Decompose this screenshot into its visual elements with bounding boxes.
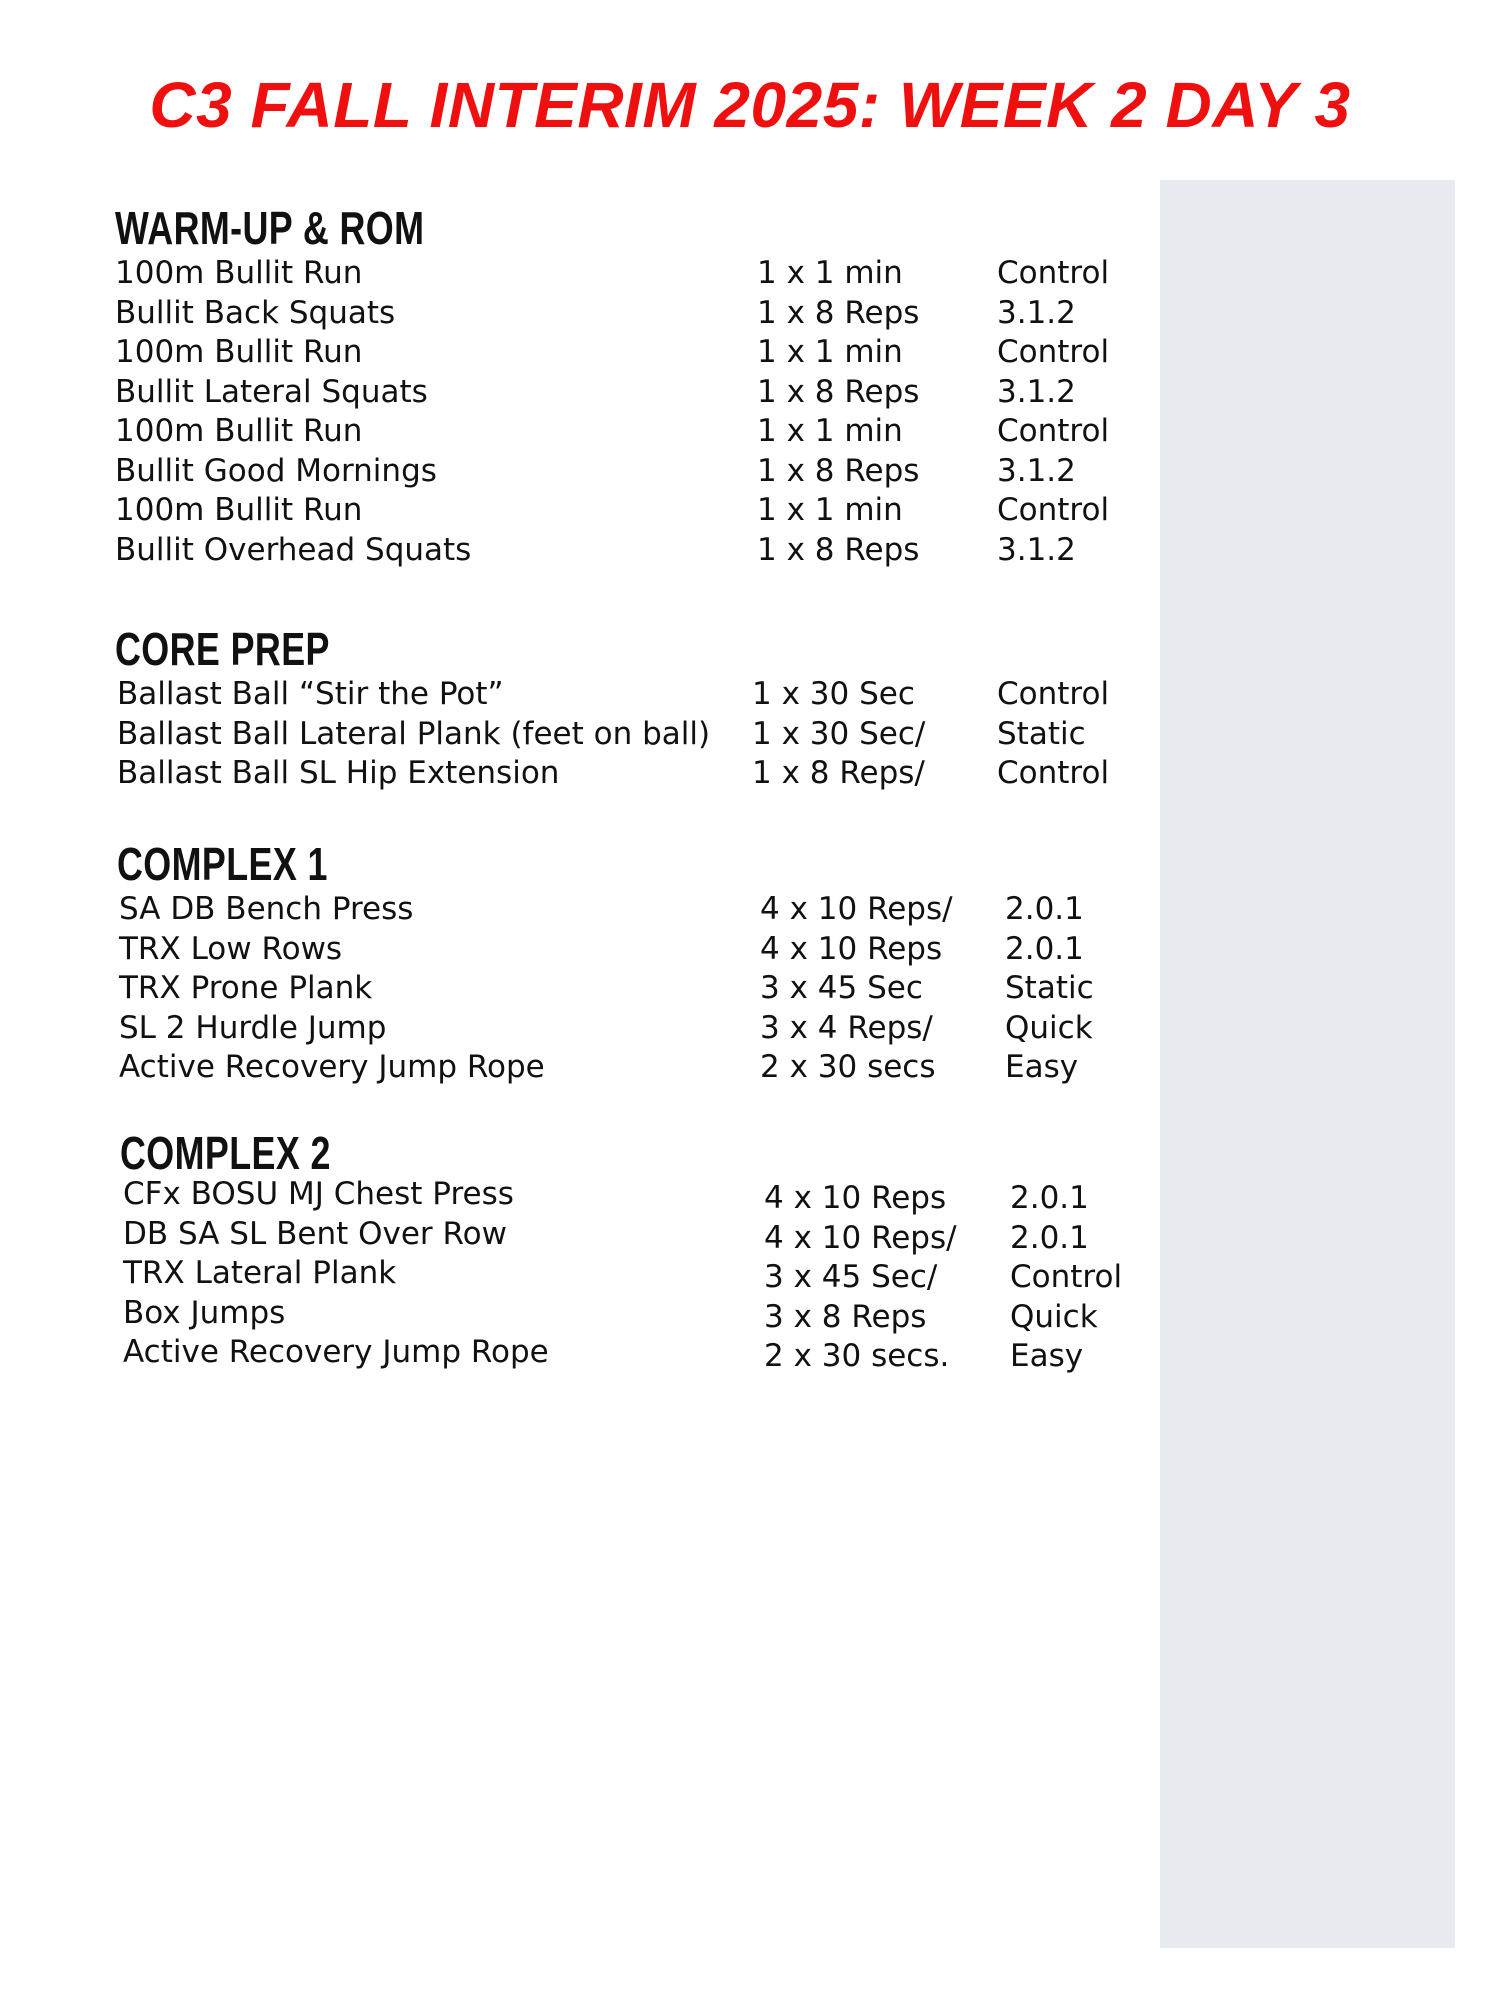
exercise-name: Active Recovery Jump Rope bbox=[123, 1334, 549, 1370]
exercise-name: 100m Bullit Run bbox=[115, 255, 363, 291]
exercise-volume: 1 x 8 Reps bbox=[757, 531, 920, 568]
exercise-row bbox=[115, 531, 1076, 571]
exercise-name: 100m Bullit Run bbox=[115, 413, 363, 449]
exercise-row bbox=[117, 930, 1084, 970]
exercise-tempo: Control bbox=[1010, 1259, 1123, 1295]
exercise-name: Bullit Lateral Squats bbox=[115, 373, 428, 410]
exercise-volume: 1 x 30 Sec/ bbox=[752, 715, 926, 752]
exercise-row bbox=[120, 1334, 1084, 1377]
exercise-volume: 4 x 10 Reps/ bbox=[760, 891, 953, 927]
exercise-tempo: Easy bbox=[1005, 1049, 1079, 1085]
exercise-tempo: 2.0.1 bbox=[1005, 930, 1084, 967]
exercise-row bbox=[115, 452, 1076, 492]
exercise-volume: 3 x 8 Reps bbox=[764, 1298, 927, 1335]
exercise-volume: 1 x 8 Reps bbox=[757, 294, 920, 331]
exercise-row bbox=[120, 1176, 1089, 1219]
exercise-row bbox=[117, 890, 1084, 930]
exercise-tempo: 3.1.2 bbox=[997, 373, 1076, 410]
exercise-volume: 1 x 8 Reps bbox=[757, 373, 920, 410]
section-warm-up bbox=[115, 202, 1110, 570]
exercise-tempo: 3.1.2 bbox=[997, 531, 1076, 568]
exercise-tempo: Control bbox=[997, 413, 1110, 449]
exercise-tempo: Quick bbox=[1010, 1298, 1098, 1335]
exercise-row bbox=[115, 715, 1086, 755]
exercise-name: TRX Prone Plank bbox=[119, 970, 373, 1006]
exercise-name: 100m Bullit Run bbox=[115, 492, 363, 528]
exercise-name: 100m Bullit Run bbox=[115, 334, 363, 370]
section-heading: COMPLEX 1 bbox=[117, 838, 328, 890]
exercise-volume: 1 x 8 Reps/ bbox=[752, 755, 925, 791]
exercise-tempo: Control bbox=[997, 755, 1110, 791]
exercise-tempo: Static bbox=[1005, 970, 1094, 1006]
exercise-volume: 1 x 8 Reps bbox=[757, 452, 920, 489]
exercise-volume: 1 x 1 min bbox=[757, 413, 903, 449]
exercise-tempo: Control bbox=[997, 676, 1110, 712]
exercise-row bbox=[115, 333, 1110, 373]
exercise-volume: 1 x 1 min bbox=[757, 255, 903, 291]
exercise-volume: 3 x 45 Sec bbox=[760, 970, 923, 1006]
exercise-name: DB SA SL Bent Over Row bbox=[123, 1215, 507, 1252]
exercise-row bbox=[115, 412, 1110, 452]
exercise-volume: 2 x 30 secs. bbox=[764, 1338, 950, 1374]
exercise-name: Bullit Back Squats bbox=[115, 294, 396, 331]
exercise-row bbox=[115, 754, 1110, 794]
exercise-row bbox=[117, 1048, 1079, 1088]
exercise-name: Active Recovery Jump Rope bbox=[119, 1049, 545, 1085]
exercise-row bbox=[115, 491, 1110, 531]
exercise-tempo: Quick bbox=[1005, 1009, 1093, 1046]
exercise-tempo: 3.1.2 bbox=[997, 452, 1076, 489]
exercise-name: SA DB Bench Press bbox=[119, 891, 414, 927]
exercise-tempo: Control bbox=[997, 334, 1110, 370]
exercise-tempo: Control bbox=[997, 492, 1110, 528]
exercise-tempo: 3.1.2 bbox=[997, 294, 1076, 331]
section-heading: WARM-UP & ROM bbox=[115, 202, 425, 254]
exercise-name: Bullit Good Mornings bbox=[115, 452, 437, 489]
section-heading: CORE PREP bbox=[115, 623, 330, 675]
exercise-name: TRX Low Rows bbox=[119, 930, 343, 967]
side-panel bbox=[1160, 180, 1455, 1948]
section-complex-1 bbox=[117, 838, 1094, 1088]
exercise-volume: 4 x 10 Reps bbox=[760, 930, 943, 967]
exercise-volume: 3 x 4 Reps/ bbox=[760, 1009, 933, 1046]
page-title: C3 FALL INTERIM 2025: WEEK 2 DAY 3 bbox=[149, 69, 1351, 141]
exercise-row bbox=[120, 1215, 1089, 1259]
exercise-name: Bullit Overhead Squats bbox=[115, 531, 472, 568]
exercise-tempo: Easy bbox=[1010, 1338, 1084, 1374]
section-heading: COMPLEX 2 bbox=[120, 1127, 331, 1179]
exercise-tempo: Static bbox=[997, 715, 1086, 752]
exercise-volume: 3 x 45 Sec/ bbox=[764, 1259, 938, 1295]
exercise-name: CFx BOSU MJ Chest Press bbox=[123, 1176, 514, 1212]
exercise-name: Ballast Ball Lateral Plank (feet on ball) bbox=[117, 715, 711, 752]
exercise-row bbox=[120, 1255, 1123, 1298]
section-core-prep bbox=[115, 623, 1110, 794]
exercise-row bbox=[120, 1294, 1098, 1338]
exercise-row bbox=[115, 294, 1076, 334]
exercise-volume: 1 x 1 min bbox=[757, 492, 903, 528]
exercise-row bbox=[117, 1009, 1093, 1049]
exercise-name: SL 2 Hurdle Jump bbox=[119, 1009, 387, 1046]
exercise-volume: 4 x 10 Reps bbox=[764, 1180, 947, 1216]
exercise-name: TRX Lateral Plank bbox=[123, 1255, 397, 1291]
exercise-tempo: 2.0.1 bbox=[1005, 891, 1084, 927]
exercise-tempo: Control bbox=[997, 255, 1110, 291]
exercise-volume: 1 x 30 Sec bbox=[752, 676, 915, 712]
exercise-volume: 1 x 1 min bbox=[757, 334, 903, 370]
exercise-tempo: 2.0.1 bbox=[1010, 1180, 1089, 1216]
exercise-row bbox=[117, 969, 1094, 1009]
section-complex-2 bbox=[120, 1127, 1123, 1377]
exercise-name: Ballast Ball “Stir the Pot” bbox=[117, 676, 504, 712]
exercise-name: Box Jumps bbox=[123, 1294, 286, 1331]
exercise-row bbox=[115, 254, 1110, 294]
exercise-volume: 4 x 10 Reps/ bbox=[764, 1219, 957, 1256]
exercise-name: Ballast Ball SL Hip Extension bbox=[117, 755, 560, 791]
exercise-row bbox=[115, 373, 1076, 413]
exercise-row bbox=[115, 675, 1110, 715]
exercise-volume: 2 x 30 secs bbox=[760, 1049, 936, 1085]
exercise-tempo: 2.0.1 bbox=[1010, 1219, 1089, 1256]
